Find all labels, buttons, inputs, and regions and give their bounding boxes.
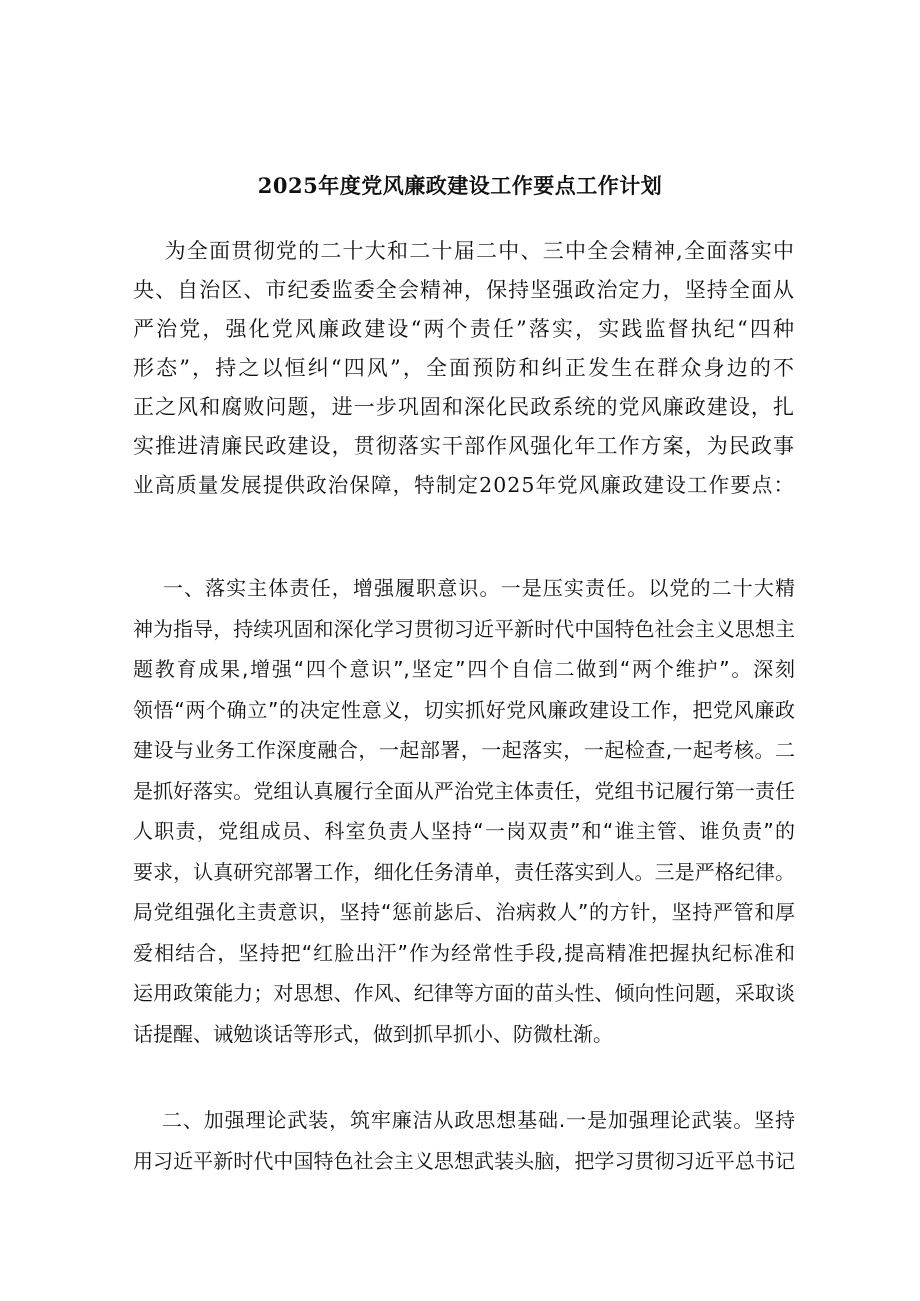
paragraph-line: 为全面贯彻党的二十大和二十届二中、三中全会精神,全面落实中 — [133, 239, 795, 263]
paragraph-line: 局党组强化主责意识，坚持“惩前毖后、治病救人”的方针，坚持严管和厚 — [133, 900, 795, 924]
paragraph-line: 要求，认真研究部署工作，细化任务清单，责任落实到人。三是严格纪律。 — [133, 859, 795, 884]
paragraph-line: 运用政策能力；对思想、作风、纪律等方面的苗头性、倾向性问题，采取谈 — [133, 981, 795, 1005]
paragraph-line: 二、加强理论武装，筑牢廉洁从政思想基础.一是加强理论武装。坚持 — [133, 1108, 795, 1132]
paragraph-line: 题教育成果,增强“四个意识”,坚定”四个自信二做到“两个维护”。深刻 — [133, 657, 795, 681]
paragraph-line: 话提醒、诫勉谈话等形式，做到抓早抓小、防微杜渐。 — [133, 1021, 613, 1046]
paragraph-line: 正之风和腐败问题，进一步巩固和深化民政系统的党风廉政建设，扎 — [133, 395, 795, 419]
paragraph-line: 建设与业务工作深度融合，一起部署，一起落实，一起检查,一起考核。二 — [133, 738, 795, 762]
paragraph-line: 实推进清廉民政建设，贯彻落实干部作风强化年工作方案，为民政事 — [133, 434, 795, 458]
paragraph-line: 人职责，党组成员、科室负责人坚持“一岗双责”和“谁主管、谁负责”的 — [133, 819, 795, 843]
paragraph-line: 形态”，持之以恒纠“四风”，全面预防和纠正发生在群众身边的不 — [133, 356, 795, 380]
paragraph-line: 领悟“两个确立”的决定性意义，切实抓好党风廉政建设工作，把党风廉政 — [133, 697, 795, 722]
paragraph-intro — [133, 232, 795, 505]
paragraph-line: 央、自治区、市纪委监委全会精神，保持坚强政治定力，坚持全面从 — [133, 278, 795, 302]
paragraph-section-two — [133, 1100, 795, 1181]
paragraph-line: 是抓好落实。党组认真履行全面从严治党主体责任，党组书记履行第一责任 — [133, 778, 795, 803]
paragraph-line: 一、落实主体责任，增强履职意识。一是压实责任。以党的二十大精 — [133, 576, 795, 600]
paragraph-line: 神为指导，持续巩固和深化学习贯彻习近平新时代中国特色社会主义思想主 — [133, 616, 795, 641]
paragraph-section-one — [133, 568, 795, 1054]
paragraph-line: 业高质量发展提供政治保障，特制定2025年党风廉政建设工作要点： — [133, 473, 795, 497]
paragraph-line: 用习近平新时代中国特色社会主义思想武装头脑，把学习贯彻习近平总书记 — [133, 1148, 795, 1173]
paragraph-line: 严治党，强化党风廉政建设“两个责任”落实，实践监督执纪“四种 — [133, 317, 795, 341]
paragraph-line: 爱相结合，坚持把“红脸出汗”作为经常性手段,提高精准把握执纪标准和 — [133, 940, 795, 965]
document-title: 2025年度党风廉政建设工作要点工作计划 — [257, 173, 663, 198]
